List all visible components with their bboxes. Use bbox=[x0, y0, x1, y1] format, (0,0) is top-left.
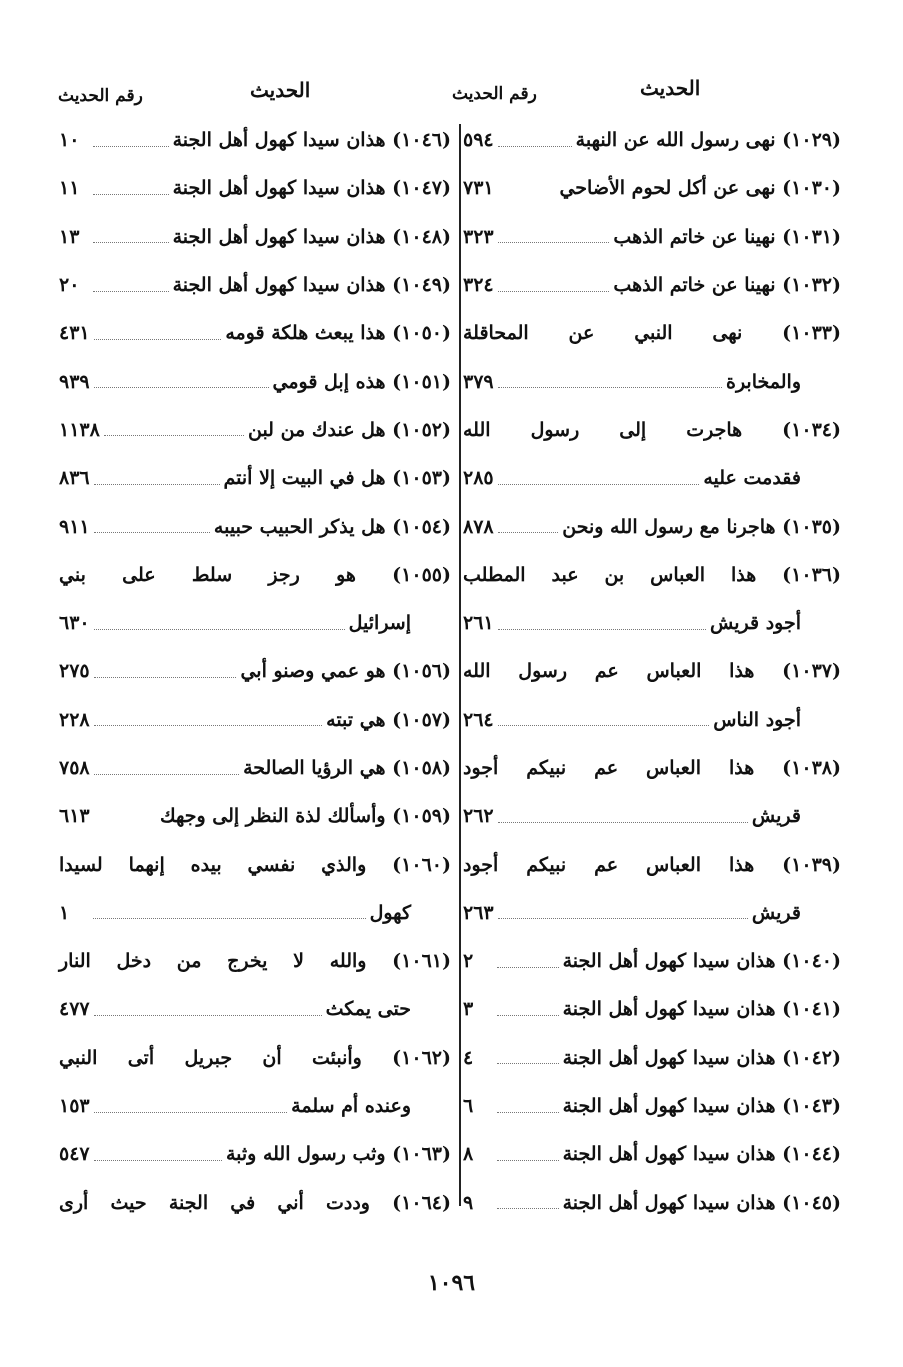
index-entry bbox=[463, 261, 841, 309]
dot-leader bbox=[497, 967, 559, 968]
index-entry bbox=[59, 792, 451, 840]
dot-leader bbox=[497, 1160, 559, 1161]
dot-leader bbox=[94, 1015, 322, 1016]
entry-text: (١٠٤٩) هذان سيدا كهول أهل الجنة bbox=[172, 274, 451, 297]
entry-text: (١٠٥٩) وأسألك لذة النظر إلى وجهك bbox=[159, 805, 451, 828]
index-entry bbox=[463, 1034, 841, 1082]
entry-text: (١٠٥٤) هل يذكر الحبيب حبيبه bbox=[213, 515, 451, 538]
index-entry bbox=[463, 792, 841, 840]
entry-text: قريش bbox=[751, 805, 801, 828]
hadith-number: ٢ bbox=[463, 950, 474, 973]
hadith-number: ١١ bbox=[59, 177, 80, 200]
right-column-number-header: رقم الحديث bbox=[452, 84, 537, 104]
entry-text: (١٠٤٣) هذان سيدا كهول أهل الجنة bbox=[562, 1095, 841, 1118]
index-entry bbox=[59, 985, 451, 1033]
dot-leader bbox=[498, 242, 610, 243]
index-entry bbox=[463, 647, 841, 695]
index-entry bbox=[59, 696, 451, 744]
entry-text: (١٠٥٧) هي تبته bbox=[326, 708, 451, 731]
index-entry bbox=[59, 406, 451, 454]
index-entry bbox=[59, 647, 451, 695]
hadith-number: ٣٢٣ bbox=[463, 225, 494, 248]
dot-leader bbox=[498, 532, 559, 533]
index-entry bbox=[463, 1082, 841, 1130]
dot-leader bbox=[94, 484, 220, 485]
entry-text: (١٠٥٠) هذا يبعث هلكة قومه bbox=[225, 322, 451, 345]
entry-text: (١٠٦٠) والذي نفسي بيده إنهما لسيدا bbox=[59, 853, 451, 876]
hadith-number: ٩٣٩ bbox=[59, 370, 90, 393]
dot-leader bbox=[94, 1112, 288, 1113]
entry-text: حتى يمكث bbox=[325, 998, 411, 1021]
dot-leader bbox=[94, 339, 222, 340]
column-divider bbox=[459, 124, 461, 1206]
hadith-number: ١٣ bbox=[59, 225, 80, 248]
hadith-number: ٢٧٥ bbox=[59, 660, 90, 683]
dot-leader bbox=[94, 725, 323, 726]
entry-text: (١٠٦١) والله لا يخرج من دخل النار bbox=[59, 950, 451, 973]
dot-leader bbox=[498, 822, 748, 823]
index-entry bbox=[463, 696, 841, 744]
hadith-number: ١١٣٨ bbox=[59, 418, 100, 441]
entry-text: إسرائيل bbox=[348, 612, 411, 635]
dot-leader bbox=[498, 387, 722, 388]
hadith-number: ٣٢٤ bbox=[463, 274, 494, 297]
hadith-number: ٢٢٨ bbox=[59, 708, 90, 731]
dot-leader bbox=[498, 918, 748, 919]
left-column-title: الحديث bbox=[250, 78, 311, 102]
dot-leader bbox=[94, 532, 210, 533]
hadith-number: ٦ bbox=[463, 1095, 474, 1118]
index-entry bbox=[59, 261, 451, 309]
index-entry bbox=[59, 840, 451, 888]
entry-text: (١٠٦٣) وثب رسول الله وثبة bbox=[225, 1143, 451, 1166]
index-entry bbox=[59, 309, 451, 357]
hadith-number: ٦٣٠ bbox=[59, 612, 90, 635]
index-entry bbox=[463, 502, 841, 550]
hadith-number: ٤ bbox=[463, 1046, 474, 1069]
index-entry bbox=[463, 357, 841, 405]
hadith-number: ٢٦١ bbox=[463, 612, 494, 635]
entry-text: (١٠٣٩) هذا العباس عم نبيكم أجود bbox=[463, 853, 841, 876]
entry-text: وعنده أم سلمة bbox=[291, 1095, 411, 1118]
hadith-number: ٧٣١ bbox=[463, 177, 494, 200]
hadith-number: ٢٠ bbox=[59, 274, 80, 297]
entry-text: (١٠٣٠) نهى عن أكل لحوم الأضاحي bbox=[559, 177, 841, 200]
entry-text: (١٠٣٥) هاجرنا مع رسول الله ونحن bbox=[562, 515, 841, 538]
index-entry bbox=[463, 840, 841, 888]
left-column-number-header: رقم الحديث bbox=[58, 86, 143, 106]
hadith-number: ٣ bbox=[463, 998, 474, 1021]
hadith-number: ٢٦٤ bbox=[463, 708, 494, 731]
index-entry bbox=[59, 502, 451, 550]
entry-text: (١٠٥٦) هو عمي وصنو أبي bbox=[240, 660, 451, 683]
dot-leader bbox=[93, 918, 366, 919]
dot-leader bbox=[498, 291, 610, 292]
hadith-number: ٧٥٨ bbox=[59, 757, 90, 779]
index-entry bbox=[463, 551, 841, 599]
column-headers bbox=[0, 72, 903, 112]
index-entry bbox=[463, 1130, 841, 1178]
entry-text: (١٠٦٢) وأنبئت أن جبريل أتى النبي bbox=[59, 1046, 451, 1069]
entry-text: (١٠٥٣) هل في البيت إلا أنتم bbox=[223, 467, 451, 490]
index-entry bbox=[463, 599, 841, 647]
index-entry bbox=[463, 164, 841, 212]
index-entry bbox=[59, 889, 451, 937]
dot-leader bbox=[497, 1112, 559, 1113]
hadith-number: ٦١٣ bbox=[59, 805, 90, 828]
hadith-number: ٢٦٢ bbox=[463, 805, 494, 828]
entry-text: (١٠٤٧) هذان سيدا كهول أهل الجنة bbox=[172, 177, 451, 200]
index-entry bbox=[463, 889, 841, 937]
page-number: ١٠٩٦ bbox=[427, 1270, 476, 1296]
hadith-number: ٢٨٥ bbox=[463, 467, 494, 490]
dot-leader bbox=[94, 629, 345, 630]
hadith-number: ٣٧٩ bbox=[463, 370, 494, 393]
dot-leader bbox=[497, 1015, 559, 1016]
dot-leader bbox=[94, 677, 237, 678]
index-entry bbox=[463, 1179, 841, 1227]
entry-text: أجود الناس bbox=[713, 708, 801, 731]
right-column bbox=[463, 116, 841, 1227]
entry-text: (١٠٥٢) هل عندك من لبن bbox=[247, 418, 451, 441]
entry-text: قريش bbox=[751, 901, 801, 924]
index-entry bbox=[59, 1179, 451, 1227]
entry-text: (١٠٢٩) نهى رسول الله عن النهبة bbox=[575, 129, 841, 152]
hadith-number: ٥٤٧ bbox=[59, 1143, 90, 1166]
dot-leader bbox=[498, 629, 706, 630]
index-entry bbox=[463, 744, 841, 792]
index-entry bbox=[463, 406, 841, 454]
index-entry bbox=[463, 116, 841, 164]
hadith-number: ١٠ bbox=[59, 129, 80, 152]
index-entry bbox=[59, 551, 451, 599]
hadith-number: ١ bbox=[59, 901, 70, 924]
dot-leader bbox=[497, 1063, 559, 1064]
entry-text: فقدمت عليه bbox=[703, 467, 801, 490]
index-entry bbox=[463, 454, 841, 502]
entry-text: (١٠٤٦) هذان سيدا كهول أهل الجنة bbox=[172, 129, 451, 152]
index-entry bbox=[59, 937, 451, 985]
entry-text: (١٠٤٢) هذان سيدا كهول أهل الجنة bbox=[562, 1046, 841, 1069]
index-entry bbox=[59, 1034, 451, 1082]
entry-text: والمخابرة bbox=[725, 370, 801, 393]
dot-leader bbox=[93, 291, 169, 292]
dot-leader bbox=[93, 194, 169, 195]
hadith-number: ٨٣٦ bbox=[59, 467, 90, 490]
entry-text: كهول bbox=[369, 901, 411, 924]
entry-text: (١٠٤١) هذان سيدا كهول أهل الجنة bbox=[562, 998, 841, 1021]
hadith-number: ٤٣١ bbox=[59, 322, 90, 345]
hadith-number: ٥٩٤ bbox=[463, 129, 494, 152]
dot-leader bbox=[93, 242, 169, 243]
index-entry bbox=[59, 744, 451, 792]
entry-text: (١٠٥٥) هو رجز سلط على بني bbox=[59, 563, 451, 586]
hadith-number: ٩ bbox=[463, 1191, 474, 1214]
hadith-number: ٤٧٧ bbox=[59, 998, 90, 1021]
entry-text: (١٠٣٢) نهينا عن خاتم الذهب bbox=[613, 274, 841, 297]
index-entry bbox=[463, 213, 841, 261]
entry-text: (١٠٥١) هذه إبل قومي bbox=[272, 370, 451, 393]
index-entry bbox=[59, 213, 451, 261]
dot-leader bbox=[498, 146, 572, 147]
dot-leader bbox=[104, 435, 244, 436]
entry-text: (١٠٣٣) نهى النبي عن المحاقلة bbox=[463, 322, 841, 345]
index-entry bbox=[59, 599, 451, 647]
dot-leader bbox=[497, 1208, 559, 1209]
hadith-number: ١٥٣ bbox=[59, 1095, 90, 1118]
index-entry bbox=[59, 1082, 451, 1130]
entry-text: (١٠٥٨) هي الرؤيا الصالحة bbox=[243, 757, 451, 779]
left-column bbox=[59, 116, 451, 1227]
dot-leader bbox=[498, 484, 700, 485]
hadith-number: ٩١١ bbox=[59, 515, 90, 538]
entry-text: (١٠٣٨) هذا العباس عم نبيكم أجود bbox=[463, 757, 841, 779]
index-entry bbox=[59, 164, 451, 212]
index-entry bbox=[463, 937, 841, 985]
hadith-number: ٨ bbox=[463, 1143, 474, 1166]
right-column-title: الحديث bbox=[640, 76, 701, 100]
entry-text: (١٠٤٠) هذان سيدا كهول أهل الجنة bbox=[562, 950, 841, 973]
entry-text: (١٠٣٤) هاجرت إلى رسول الله bbox=[463, 418, 841, 441]
dot-leader bbox=[93, 146, 169, 147]
dot-leader bbox=[498, 725, 710, 726]
dot-leader bbox=[94, 774, 239, 775]
index-entry bbox=[463, 309, 841, 357]
entry-text: (١٠٤٥) هذان سيدا كهول أهل الجنة bbox=[562, 1191, 841, 1214]
entry-text: (١٠٣١) نهينا عن خاتم الذهب bbox=[613, 225, 841, 248]
index-entry bbox=[59, 357, 451, 405]
entry-text: (١٠٤٤) هذان سيدا كهول أهل الجنة bbox=[562, 1143, 841, 1166]
index-entry bbox=[59, 454, 451, 502]
hadith-number: ٢٦٣ bbox=[463, 901, 494, 924]
entry-text: أجود قريش bbox=[710, 612, 801, 635]
entry-text: (١٠٤٨) هذان سيدا كهول أهل الجنة bbox=[172, 225, 451, 248]
index-entry bbox=[463, 985, 841, 1033]
index-entry bbox=[59, 1130, 451, 1178]
dot-leader bbox=[94, 387, 269, 388]
index-entry bbox=[59, 116, 451, 164]
dot-leader bbox=[94, 1160, 222, 1161]
entry-text: (١٠٣٧) هذا العباس عم رسول الله bbox=[463, 660, 841, 683]
entry-text: (١٠٦٤) وددت أني في الجنة حيث أرى bbox=[59, 1191, 451, 1214]
entry-text: (١٠٣٦) هذا العباس بن عبد المطلب bbox=[463, 563, 841, 586]
hadith-number: ٨٧٨ bbox=[463, 515, 494, 538]
